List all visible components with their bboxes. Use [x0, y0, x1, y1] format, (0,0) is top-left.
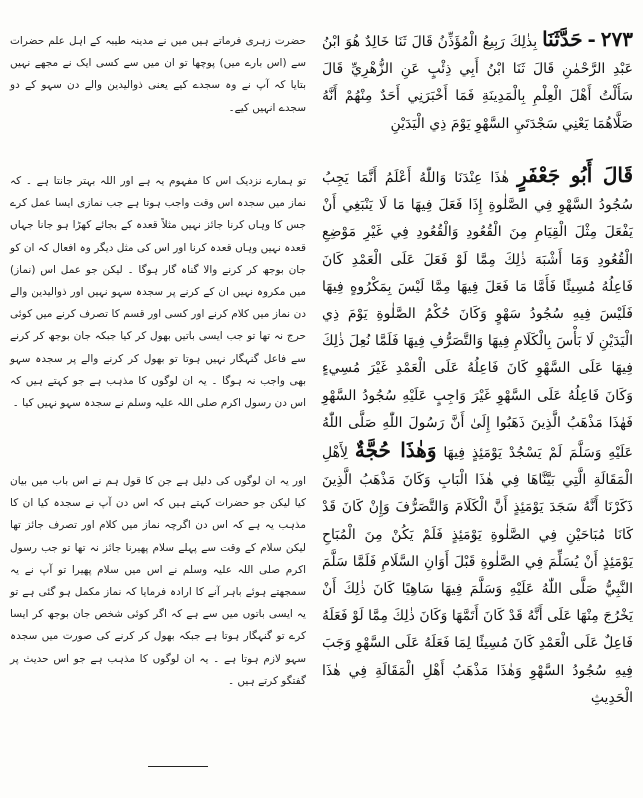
arabic-column	[322, 0, 633, 798]
hujjah-label: وَهٰذَا حُجَّةٌ	[354, 438, 437, 463]
hadith-block: ٢٧٣ - حَدَّثَنَا بِذٰلِكَ رَبِيعُ الْمُؤَذِّنُ قَالَ ثَنَا خَالِدٌ هُوَ ابْنُ عَبْدِ الرَّحْمٰنِ قَالَ ثَنَا ابْنُ أَبِي ذِئْبٍ عَنِ الزُّهْرِيِّ قَالَ سَأَلْتُ أَهْلَ الْعِلْمِ بِالْمَدِينَةِ فَمَا أَخْبَرَنِي أَحَدٌ مِنْهُمْ أَنَّهُ صَلَّاهُمَا يَعْنِي سَجْدَتَيِ السَّهْوِ يَوْمَ ذِي الْيَدَيْنِ	[322, 27, 634, 132]
commentary-part-1: هٰذَا عِنْدَنَا وَاللّٰهُ أَعْلَمُ أَنَّمَا يَجِبُ سُجُودُ السَّهْوِ فِي الصَّلٰوةِ إِذَا فَعَلَ فِيهَا مَا لَا يَنْبَغِي أَنْ يَفْعَلَ مِثْلَ الْقِيَامِ مِنَ الْقُعُودِ وَالْقُعُودِ فِي غَيْرِ مَوْضِعِ الْقُعُودِ وَمَا أَشْبَهَ ذٰلِكَ مِمَّا لَوْ فَعَلَ عَلَى الْعَمْدِ كَانَ فَاعِلُهُ مُسِيئًا	[322, 170, 634, 295]
footer-rule	[148, 766, 208, 767]
hadith-opening: حَدَّثَنَا	[542, 27, 583, 51]
hadith-number: ٢٧٣	[600, 27, 634, 51]
urdu-paragraph-3: اور یہ ان لوگوں کی دلیل ہے جن کا قول ہم نے اس باب میں بیان کیا لیکن جو حضرات کہتے ہیں کہ اس دن آپ نے سجدہ کیا ان کا مذہب یہ ہے کہ اس دن اگرچہ نماز میں کلام اور تصرف جائز تھا لیکن سلام کے وقت سے پہلے سلام پھیرنا جائز نہ تھا تو جب رسول اکرم صلی اللہ علیہ وسلم نے اس میں سلام پھیرا تو آپ نے یہ سمجھتے ہوئے باہر آنے کا ارادہ فرمایا کہ نماز مکمل ہو گئی ہے تو یہ ایسی باتوں میں سے ہے کہ اگر کوئی شخص جان بوجھ کر ایسا کرے تو گنہگار ہوتا ہے جبکہ بھول کر کرنے کی صورت میں سجدہ سہو لازم ہوتا ہے ۔ یہ ان لوگوں کا مذہب ہے جو اس حدیث پر گفتگو کرتے ہیں ۔	[10, 475, 306, 687]
urdu-paragraph-2: تو ہمارے نزدیک اس کا مفہوم یہ ہے اور اللہ بہتر جانتا ہے ۔ کہ نماز میں سجدہ اس وقت واجب ہوتا ہے جب نمازی ایسا عمل کرے جس کا وہاں کرنا جائز نہیں مثلاً قعدہ کے بجائے کھڑا ہو جانا جہاں قعدہ نہیں وہاں قعدہ کرنا اور اس کی مثل دیگر وہ افعال کہ ان کو جان بوجھ کر کرنے والا گناہ گار ہوگا ۔ لیکن جو عمل اس (نماز) میں مکروہ نہیں ان کے کرنے پر سجدہ سہو نہیں اور ذوالیدین والے دن نماز میں کلام کرنے اور کسی اور قسم کا تصرف کرنے میں کوئی حرج نہ تھا تو جب ایسی باتیں بھول کر کیا جبکہ جان بوجھ کر کرنے سے فاعل گنہگار نہیں ہوتا تو بھول کر کرنے والے پر سجدہ سہو بھی واجب نہ ہوگا ۔ یہ ان لوگوں کا مذہب ہے جو کہتے ہیں کہ اس دن رسول اکرم صلی اللہ علیہ وسلم نے سجدہ سہو نہیں کیا ۔	[10, 175, 306, 410]
urdu-paragraph-1: حضرت زہری فرماتے ہیں میں نے مدینہ طیبہ کے اہل علم حضرات سے (اس بارے میں) پوچھا تو ان میں سے کسی ایک نے مجھے نہیں بتایا کہ آپ نے وہ سجدے کیے یعنی ذوالیدین والے دن سہو کے دو سجدے انہیں کیے۔	[10, 35, 306, 114]
commentary-block	[322, 162, 633, 712]
section-heading: قَالَ أَبُو جَعْفَرٍ	[517, 163, 633, 187]
commentary-part-3: لِأَهْلِ الْمَقَالَةِ الَّتِي بَيَّنَّاهَا فِي هٰذَا الْبَابِ وَكَانَ مَذْهَبُ الَّذِينَ ذَكَرْنَا أَنَّهُ سَجَدَ يَوْمَئِذٍ أَنَّ الْكَلَامَ وَالتَّصَرُّفَ وَإِنْ كَانَ قَدْ كَانَا مُبَاحَيْنِ فِي الصَّلٰوةِ يَوْمَئِذٍ فَلَمْ يَكُنْ مِنَ الْمُبَاحِ يَوْمَئِذٍ أَنْ يُسَلِّمَ فِي الصَّلٰوةِ قَبْلَ أَوَانِ السَّلَامِ فَلَمَّا سَلَّمَ النَّبِيُّ صَلَّى اللّٰهُ عَلَيْهِ وَسَلَّمَ فِيهَا سَاهِيًا كَانَ ذٰلِكَ أَنْ يَخْرُجَ مِنْهَا عَلَى أَنَّهُ قَدْ كَانَ أَتَمَّهَا وَكَانَ ذٰلِكَ مِمَّا لَوْ فَعَلَهُ فَاعِلٌ عَلَى الْعَمْدِ كَانَ مُسِيئًا لِمَا فَعَلَهُ عَلَى السَّهْوِ وَجَبَ فِيهِ سُجُودُ السَّهْوِ وَهٰذَا مَذْهَبُ أَهْلِ الْمَقَالَةِ فِي هٰذَا الْحَدِيثِ	[322, 445, 633, 706]
urdu-column	[10, 0, 306, 798]
commentary-part-2: فَأَمَّا مَا فَعَلَ فِيهَا مِمَّا لَيْسَ بِمَكْرُوهٍ فِيهَا فَلَيْسَ فِيهِ سُجُودُ سَهْوٍ وَكَانَ حُكْمُ الصَّلٰوةِ يَوْمَ ذِي الْيَدَيْنِ لَا بَأْسَ بِالْكَلَامِ فِيهَا وَالتَّصَرُّفِ فِيهَا فَلَمَّا نُعِلَ ذٰلِكَ فِيهَا عَلَى السَّهْوِ كَانَ فَاعِلُهُ عَلَى الْعَمْدِ غَيْرَ مُسِيءٍ وَكَانَ فَاعِلُهُ عَلَى السَّهْوِ غَيْرَ وَاجِبٍ عَلَيْهِ سُجُودُ السَّهْوِ فَهٰذَا مَذْهَبُ الَّذِينَ ذَهَبُوا إِلَىٰ أَنَّ رَسُولَ اللّٰهِ صَلَّى اللّٰهُ عَلَيْهِ وَسَلَّمَ لَمْ يَسْجُدْ يَوْمَئِذٍ فِيهَا	[322, 278, 634, 462]
hadith-isnad: بِذٰلِكَ رَبِيعُ الْمُؤَذِّنُ قَالَ ثَنَا خَالِدٌ هُوَ ابْنُ عَبْدِ الرَّحْمٰنِ قَالَ ثَنَا ابْنُ أَبِي ذِئْبٍ عَنِ الزُّهْرِيِّ قَالَ سَأَلْتُ أَهْلَ الْعِلْمِ بِالْمَدِينَةِ فَمَا أَخْبَرَنِي أَحَدٌ مِنْهُمْ أَنَّهُ صَلَّاهُمَا يَعْنِي سَجْدَتَيِ السَّهْوِ يَوْمَ ذِي الْيَدَيْنِ	[322, 34, 633, 132]
